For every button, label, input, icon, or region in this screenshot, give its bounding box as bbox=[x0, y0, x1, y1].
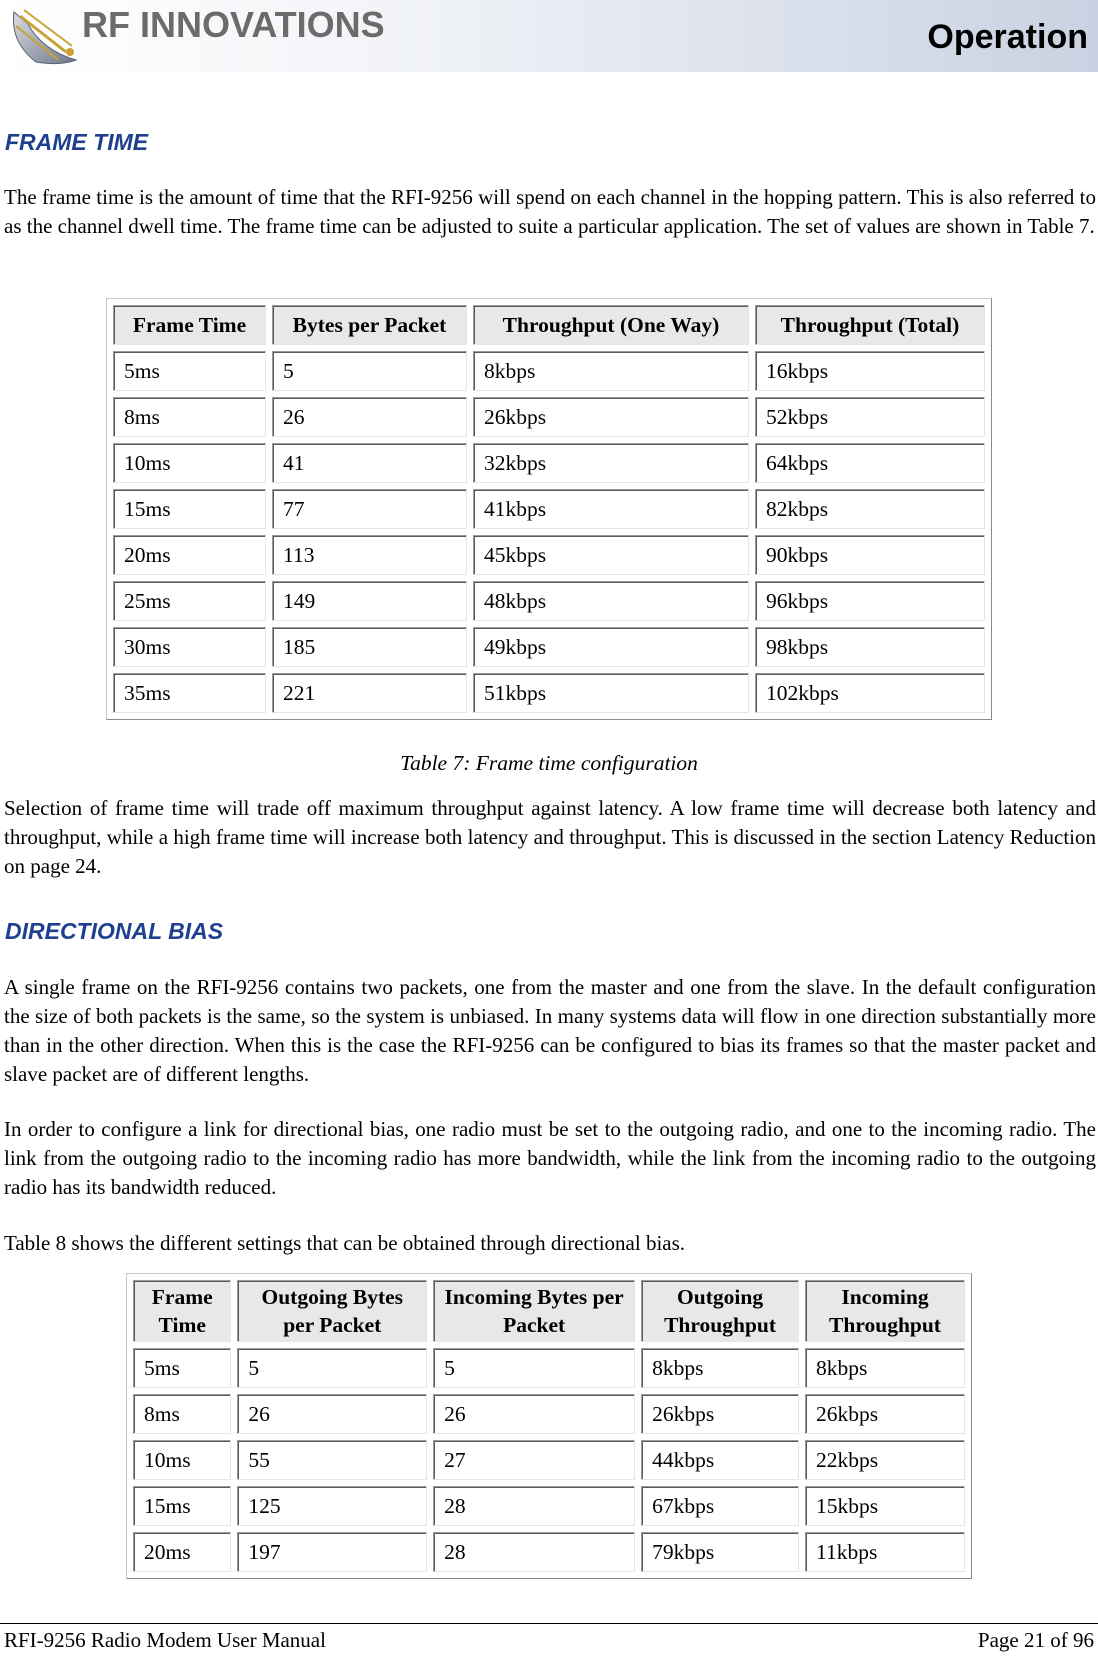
table-cell: 26 bbox=[433, 1394, 635, 1434]
table-cell: 125 bbox=[237, 1486, 427, 1526]
table-cell: 26kbps bbox=[473, 397, 749, 437]
table-header-row bbox=[133, 1280, 965, 1342]
logo-text: RF INNOVATIONS bbox=[82, 4, 385, 45]
table-cell: 22kbps bbox=[805, 1440, 965, 1480]
table-cell: 10ms bbox=[113, 443, 266, 483]
column-header: Outgoing Throughput bbox=[641, 1280, 799, 1342]
directional-bias-para-2: In order to configure a link for directional bias, one radio must be set to the outgoing radio, and one to the incoming radio. The link from the outgoing radio to the incoming radio has more bandwidth, while the link from the incoming radio to the outgoing radio has its bandwidth reduced. bbox=[4, 1117, 1096, 1199]
frame-time-heading: FRAME TIME bbox=[5, 129, 149, 155]
table-cell: 5 bbox=[272, 351, 467, 391]
directional-bias-table bbox=[126, 1273, 972, 1579]
table-row bbox=[133, 1348, 965, 1388]
table-row bbox=[113, 397, 985, 437]
table-cell: 79kbps bbox=[641, 1532, 799, 1572]
table-row bbox=[133, 1486, 965, 1526]
table-cell: 28 bbox=[433, 1486, 635, 1526]
table-cell: 26kbps bbox=[805, 1394, 965, 1434]
table-cell: 15ms bbox=[113, 489, 266, 529]
table-cell: 25ms bbox=[113, 581, 266, 621]
table-row bbox=[113, 489, 985, 529]
table-7-caption: Table 7: Frame time configuration bbox=[400, 751, 698, 775]
table-cell: 11kbps bbox=[805, 1532, 965, 1572]
header-title: Operation bbox=[927, 18, 1088, 56]
table-row bbox=[113, 351, 985, 391]
table-cell: 5ms bbox=[113, 351, 266, 391]
table-row bbox=[113, 581, 985, 621]
table-row bbox=[133, 1394, 965, 1434]
table-cell: 5 bbox=[433, 1348, 635, 1388]
column-header: Outgoing Bytes per Packet bbox=[237, 1280, 427, 1342]
table-cell: 20ms bbox=[113, 535, 266, 575]
directional-bias-heading: DIRECTIONAL BIAS bbox=[5, 918, 224, 944]
table-cell: 41kbps bbox=[473, 489, 749, 529]
table-cell: 96kbps bbox=[755, 581, 985, 621]
table-row bbox=[113, 443, 985, 483]
table-cell: 67kbps bbox=[641, 1486, 799, 1526]
table-cell: 32kbps bbox=[473, 443, 749, 483]
table-row bbox=[113, 535, 985, 575]
table-cell: 30ms bbox=[113, 627, 266, 667]
table-cell: 26kbps bbox=[641, 1394, 799, 1434]
table-cell: 15ms bbox=[133, 1486, 231, 1526]
table-row bbox=[133, 1532, 965, 1572]
table-cell: 90kbps bbox=[755, 535, 985, 575]
table-cell: 185 bbox=[272, 627, 467, 667]
table-cell: 98kbps bbox=[755, 627, 985, 667]
table-row bbox=[113, 627, 985, 667]
table-header-row bbox=[113, 305, 985, 345]
footer-page-number: Page 21 of 96 bbox=[977, 1628, 1094, 1652]
table-cell: 5ms bbox=[133, 1348, 231, 1388]
table-cell: 221 bbox=[272, 673, 467, 713]
footer-divider bbox=[0, 1623, 1098, 1624]
table-row bbox=[113, 673, 985, 713]
table-cell: 64kbps bbox=[755, 443, 985, 483]
page-header bbox=[0, 0, 1098, 72]
table-cell: 5 bbox=[237, 1348, 427, 1388]
column-header: Bytes per Packet bbox=[272, 305, 467, 345]
table-cell: 15kbps bbox=[805, 1486, 965, 1526]
column-header: Throughput (One Way) bbox=[473, 305, 749, 345]
table-cell: 10ms bbox=[133, 1440, 231, 1480]
table-cell: 8ms bbox=[113, 397, 266, 437]
table-cell: 28 bbox=[433, 1532, 635, 1572]
footer-manual-title: RFI-9256 Radio Modem User Manual bbox=[4, 1628, 326, 1652]
directional-bias-para-3: Table 8 shows the different settings that can be obtained through directional bias. bbox=[4, 1231, 686, 1255]
directional-bias-para-1: A single frame on the RFI-9256 contains two packets, one from the master and one from the slave. In the default configuration the size of both packets is the same, so the system is unbiased. In many systems data will flow in one direction substantially more than in the other direction. When this is the case the RFI-9256 can be configured to bias its frames so that the master packet and slave packet are of different lengths. bbox=[4, 975, 1096, 1086]
table-cell: 149 bbox=[272, 581, 467, 621]
table-cell: 16kbps bbox=[755, 351, 985, 391]
table-row bbox=[133, 1440, 965, 1480]
table-cell: 48kbps bbox=[473, 581, 749, 621]
column-header: Frame Time bbox=[133, 1280, 231, 1342]
table-cell: 82kbps bbox=[755, 489, 985, 529]
column-header: Incoming Bytes per Packet bbox=[433, 1280, 635, 1342]
table-cell: 27 bbox=[433, 1440, 635, 1480]
table-cell: 26 bbox=[237, 1394, 427, 1434]
table-cell: 20ms bbox=[133, 1532, 231, 1572]
frame-time-intro: The frame time is the amount of time that the RFI-9256 will spend on each channel in the hopping pattern. This is also referred to as the channel dwell time. The frame time can be adjusted to suite a particular application. The set of values are shown in Table 7. bbox=[4, 185, 1096, 238]
frame-time-table bbox=[106, 298, 992, 720]
table-cell: 8kbps bbox=[641, 1348, 799, 1388]
table-cell: 8ms bbox=[133, 1394, 231, 1434]
table-cell: 35ms bbox=[113, 673, 266, 713]
table-cell: 45kbps bbox=[473, 535, 749, 575]
table-cell: 41 bbox=[272, 443, 467, 483]
table-cell: 102kbps bbox=[755, 673, 985, 713]
table-cell: 113 bbox=[272, 535, 467, 575]
table-cell: 8kbps bbox=[473, 351, 749, 391]
table-cell: 26 bbox=[272, 397, 467, 437]
table-cell: 197 bbox=[237, 1532, 427, 1572]
table-cell: 44kbps bbox=[641, 1440, 799, 1480]
table-cell: 77 bbox=[272, 489, 467, 529]
frame-time-after: Selection of frame time will trade off maximum throughput against latency. A low frame time will decrease both latency and throughput, while a high frame time will increase both latency and throughput. This is discussed in the section Latency Reduction on page 24. bbox=[4, 796, 1096, 878]
column-header: Frame Time bbox=[113, 305, 266, 345]
table-cell: 52kbps bbox=[755, 397, 985, 437]
table-cell: 8kbps bbox=[805, 1348, 965, 1388]
table-cell: 49kbps bbox=[473, 627, 749, 667]
column-header: Incoming Throughput bbox=[805, 1280, 965, 1342]
table-cell: 51kbps bbox=[473, 673, 749, 713]
column-header: Throughput (Total) bbox=[755, 305, 985, 345]
table-cell: 55 bbox=[237, 1440, 427, 1480]
